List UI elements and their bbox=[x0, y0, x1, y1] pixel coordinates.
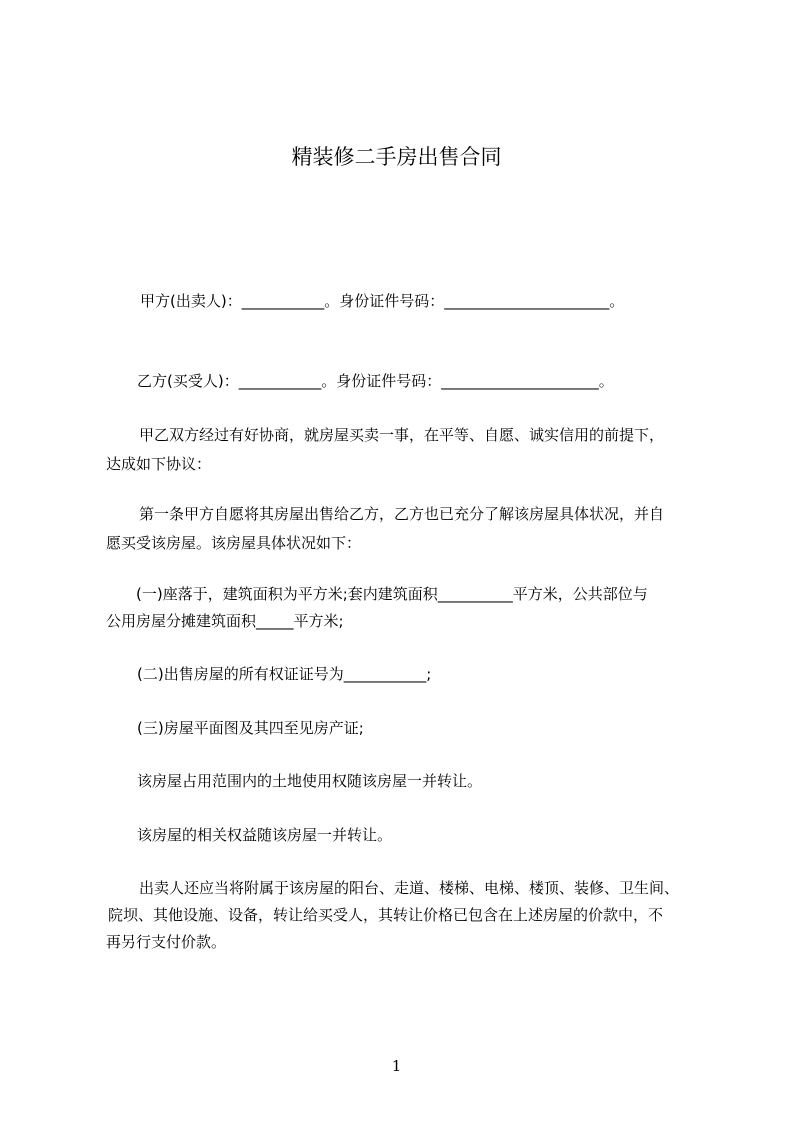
land-use-line: 该房屋占用范围内的土地使用权随该房屋一并转让。 bbox=[137, 772, 483, 790]
preamble-line-2: 达成如下协议： bbox=[106, 455, 212, 473]
attachments-line-3: 再另行支付价款。 bbox=[106, 933, 227, 951]
rights-line: 该房屋的相关权益随该房屋一并转让。 bbox=[137, 826, 393, 844]
clause-1-line-2: 公用房屋分摊建筑面积_____平方米; bbox=[106, 612, 344, 630]
party-a-line: 甲方(出卖人)：___________。身份证件号码：______________________。 bbox=[140, 292, 625, 310]
preamble-line-1: 甲乙双方经过有好协商，就房屋买卖一事，在平等、自愿、诚实信用的前提下， bbox=[139, 426, 665, 444]
clause-3-line: (三)房屋平面图及其四至见房产证; bbox=[137, 719, 364, 737]
article-1-line-2: 愿买受该房屋。该房屋具体状况如下： bbox=[106, 534, 362, 552]
attachments-line-2: 院坝、其他设施、设备，转让给买受人，其转让价格已包含在上述房屋的价款中，不 bbox=[108, 906, 664, 924]
attachments-line-1: 出卖人还应当将附属于该房屋的阳台、走道、楼梯、电梯、楼顶、装修、卫生间、 bbox=[139, 879, 680, 897]
clause-2-line: (二)出售房屋的所有权证证号为___________; bbox=[137, 665, 432, 683]
page-number: 1 bbox=[391, 1057, 402, 1075]
clause-1-line-1: (一)座落于，建筑面积为平方米;套内建筑面积__________平方米，公共部位与 bbox=[136, 585, 648, 603]
contract-title: 精装修二手房出售合同 bbox=[291, 145, 502, 169]
party-b-line: 乙方(买受人)：___________。身份证件号码：_____________________。 bbox=[137, 372, 614, 390]
article-1-line-1: 第一条甲方自愿将其房屋出售给乙方，乙方也已充分了解该房屋具体状况，并自 bbox=[139, 505, 665, 523]
